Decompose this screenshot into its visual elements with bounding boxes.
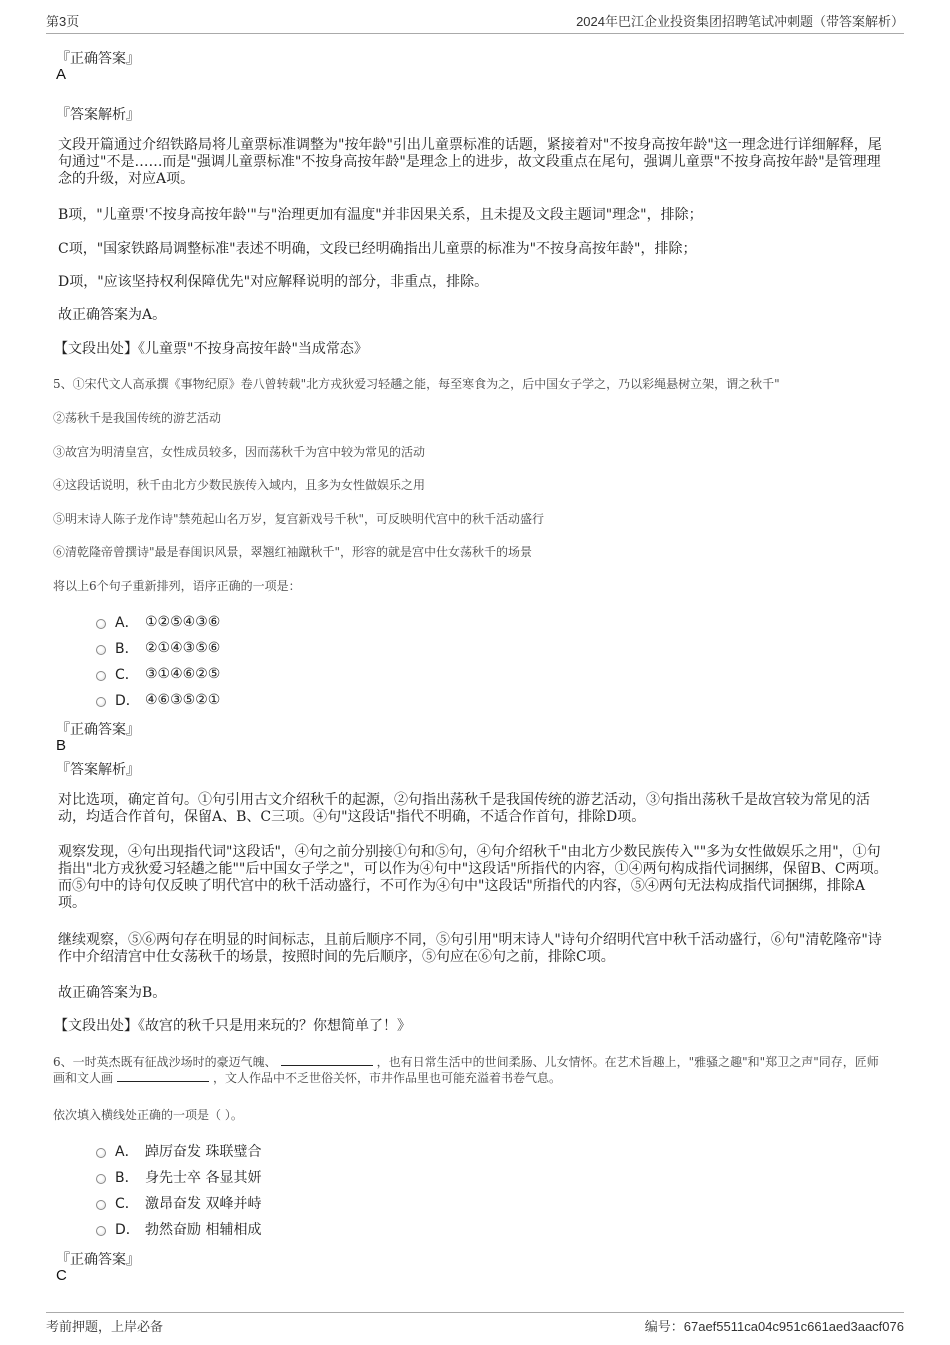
- q4-analysis-label: 『答案解析』: [56, 107, 140, 123]
- option-text: ②①④③⑤⑥: [145, 640, 221, 656]
- q6-stem-text: ，文人作品中不乏世俗关怀，市井作品里也可能充溢着书卷气息。: [213, 1071, 562, 1085]
- q5-stem-sentence: ⑥清乾隆帝曾撰诗"最是春闺识风景，翠翘红袖蹴秋千"，形容的就是宫中仕女荡秋千的场景: [53, 545, 533, 559]
- q5-option-c[interactable]: [96, 664, 220, 684]
- q5-option-a[interactable]: [96, 612, 220, 632]
- radio-icon[interactable]: [96, 1200, 106, 1210]
- q4-answer-label: 『正确答案』: [56, 51, 140, 67]
- q6-option-c[interactable]: [96, 1193, 261, 1213]
- option-letter: A．: [115, 1144, 139, 1160]
- option-text: ①②⑤④③⑥: [145, 614, 221, 630]
- q6-stem: [53, 1054, 883, 1086]
- option-letter: C．: [115, 1196, 139, 1212]
- option-letter: A．: [115, 615, 139, 631]
- radio-icon[interactable]: [96, 1148, 106, 1158]
- q4-analysis-paragraph: D项，"应该坚持权利保障优先"对应解释说明的部分，非重点，排除。: [58, 274, 489, 290]
- serial-number: 编号：67aef5511ca04c951c661aed3aacf076: [644, 1319, 904, 1334]
- option-text: ③①④⑥②⑤: [145, 666, 221, 682]
- q6-stem-text: ，也有日常生活中的世间柔肠、儿女情怀。在艺术旨趣上，"雅骚之趣"和"郑卫之声"同存，匠师画和文人画: [53, 1055, 879, 1085]
- option-letter: D．: [115, 1222, 140, 1238]
- q6-prompt: 依次填入横线处正确的一项是（ ）。: [53, 1108, 243, 1122]
- option-letter: C．: [115, 667, 139, 683]
- page-number: 第3页: [46, 14, 80, 29]
- q6-option-d[interactable]: [96, 1219, 261, 1239]
- fill-blank-1: [281, 1054, 373, 1066]
- q6-option-b[interactable]: [96, 1167, 261, 1187]
- radio-icon[interactable]: [96, 697, 106, 707]
- q5-analysis-paragraph: 观察发现，④句出现指代词"这段话"，④句之前分别接①句和⑤句，④句介绍秋千"由北方少数民族传入""多为女性做娱乐之用"，①句指出"北方戎狄爱习轻趫之能""后中国女子学之"，可以作为④句中"这段话"所指代的内容，①④两句构成指代词捆绑，保留B、C两项。而⑤句中的诗句仅反映了明代宫中的秋千活动盛行，不可作为④句中"这段话"所指代的内容，⑤④两句无法构成指代词捆绑，排除A项。: [58, 844, 888, 911]
- q4-answer: A: [56, 66, 67, 83]
- q5-answer: B: [56, 737, 67, 754]
- option-text: ④⑥③⑤②①: [145, 692, 221, 708]
- document-title: 2024年巴江企业投资集团招聘笔试冲刺题（带答案解析）: [576, 14, 904, 29]
- q5-stem-sentence: 5、①宋代文人高承撰《事物纪原》卷八曾转载"北方戎狄爱习轻趫之能，每至寒食为之，后中国女子学之，乃以彩绳悬树立架，谓之秋千": [53, 377, 780, 391]
- q5-option-d[interactable]: [96, 690, 220, 710]
- option-letter: B．: [115, 641, 139, 657]
- q4-analysis-paragraph: B项，"儿童票'不按身高按年龄'"与"治理更加有温度"并非因果关系，且未提及文段主题词"理念"，排除；: [58, 207, 703, 223]
- q5-analysis-label: 『答案解析』: [56, 762, 140, 778]
- option-text: 身先士卒 各显其妍: [145, 1170, 262, 1186]
- q6-answer-label: 『正确答案』: [56, 1252, 140, 1268]
- option-letter: B．: [115, 1170, 139, 1186]
- q4-analysis-paragraph: C项，"国家铁路局调整标准"表述不明确，文段已经明确指出儿童票的标准为"不按身高按年龄"，排除；: [58, 241, 697, 257]
- fill-blank-2: [117, 1070, 209, 1082]
- q4-analysis-paragraph: 文段开篇通过介绍铁路局将儿童票标准调整为"按年龄"引出儿童票标准的话题，紧接着对"不按身高按年龄"这一理念进行详细解释，尾句通过"不是……而是"强调儿童票标准"不按身高按年龄"是理念上的进步，故文段重点在尾句，强调儿童票"不按身高按年龄"是管理理念的升级，对应A项。: [58, 137, 882, 187]
- page-header: [46, 12, 904, 34]
- option-letter: D．: [115, 693, 140, 709]
- page-footer: [46, 1312, 904, 1334]
- q4-conclusion: 故正确答案为A。: [58, 307, 167, 323]
- q5-stem-sentence: ③故宫为明清皇宫，女性成员较多，因而荡秋千为宫中较为常见的活动: [53, 445, 426, 459]
- q5-prompt: 将以上6个句子重新排列，语序正确的一项是：: [53, 579, 301, 593]
- q5-stem-sentence: ④这段话说明，秋千由北方少数民族传入域内，且多为女性做娱乐之用: [53, 478, 426, 492]
- radio-icon[interactable]: [96, 645, 106, 655]
- q4-source: 【文段出处】《儿童票"不按身高按年龄"当成常态》: [54, 341, 368, 357]
- q5-analysis-paragraph: 对比选项，确定首句。①句引用古文介绍秋千的起源，②句指出荡秋千是我国传统的游艺活动，③句指出荡秋千是故宫较为常见的活动，均适合作首句，保留A、B、C三项。④句"这段话"指代不明确，不适合作首句，排除D项。: [58, 792, 870, 825]
- q5-conclusion: 故正确答案为B。: [58, 985, 167, 1001]
- radio-icon[interactable]: [96, 671, 106, 681]
- q5-source: 【文段出处】《故宫的秋千只是用来玩的？你想简单了！》: [54, 1018, 411, 1034]
- q5-analysis-paragraph: 继续观察，⑤⑥两句存在明显的时间标志，且前后顺序不同，⑤句引用"明末诗人"诗句介绍明代宫中秋千活动盛行，⑥句"清乾隆帝"诗作中介绍清宫中仕女荡秋千的场景，按照时间的先后顺序，⑤句应在⑥句之前，排除C项。: [58, 932, 882, 965]
- option-text: 勃然奋励 相辅相成: [145, 1222, 262, 1238]
- q5-answer-label: 『正确答案』: [56, 722, 140, 738]
- q5-stem-sentence: ⑤明末诗人陈子龙作诗"禁苑起山名万岁，复宫新戏号千秋"，可反映明代宫中的秋千活动盛行: [53, 512, 545, 526]
- q6-answer: C: [56, 1267, 67, 1284]
- q5-option-b[interactable]: [96, 638, 220, 658]
- option-text: 激昂奋发 双峰并峙: [145, 1196, 262, 1212]
- footer-slogan: 考前押题，上岸必备: [46, 1319, 164, 1334]
- radio-icon[interactable]: [96, 619, 106, 629]
- radio-icon[interactable]: [96, 1174, 106, 1184]
- radio-icon[interactable]: [96, 1226, 106, 1236]
- q6-option-a[interactable]: [96, 1141, 261, 1161]
- q5-stem-sentence: ②荡秋千是我国传统的游艺活动: [53, 411, 222, 425]
- option-text: 踔厉奋发 珠联璧合: [145, 1144, 262, 1160]
- q6-stem-text: 6、一时英杰既有征战沙场时的豪迈气魄、: [53, 1055, 277, 1069]
